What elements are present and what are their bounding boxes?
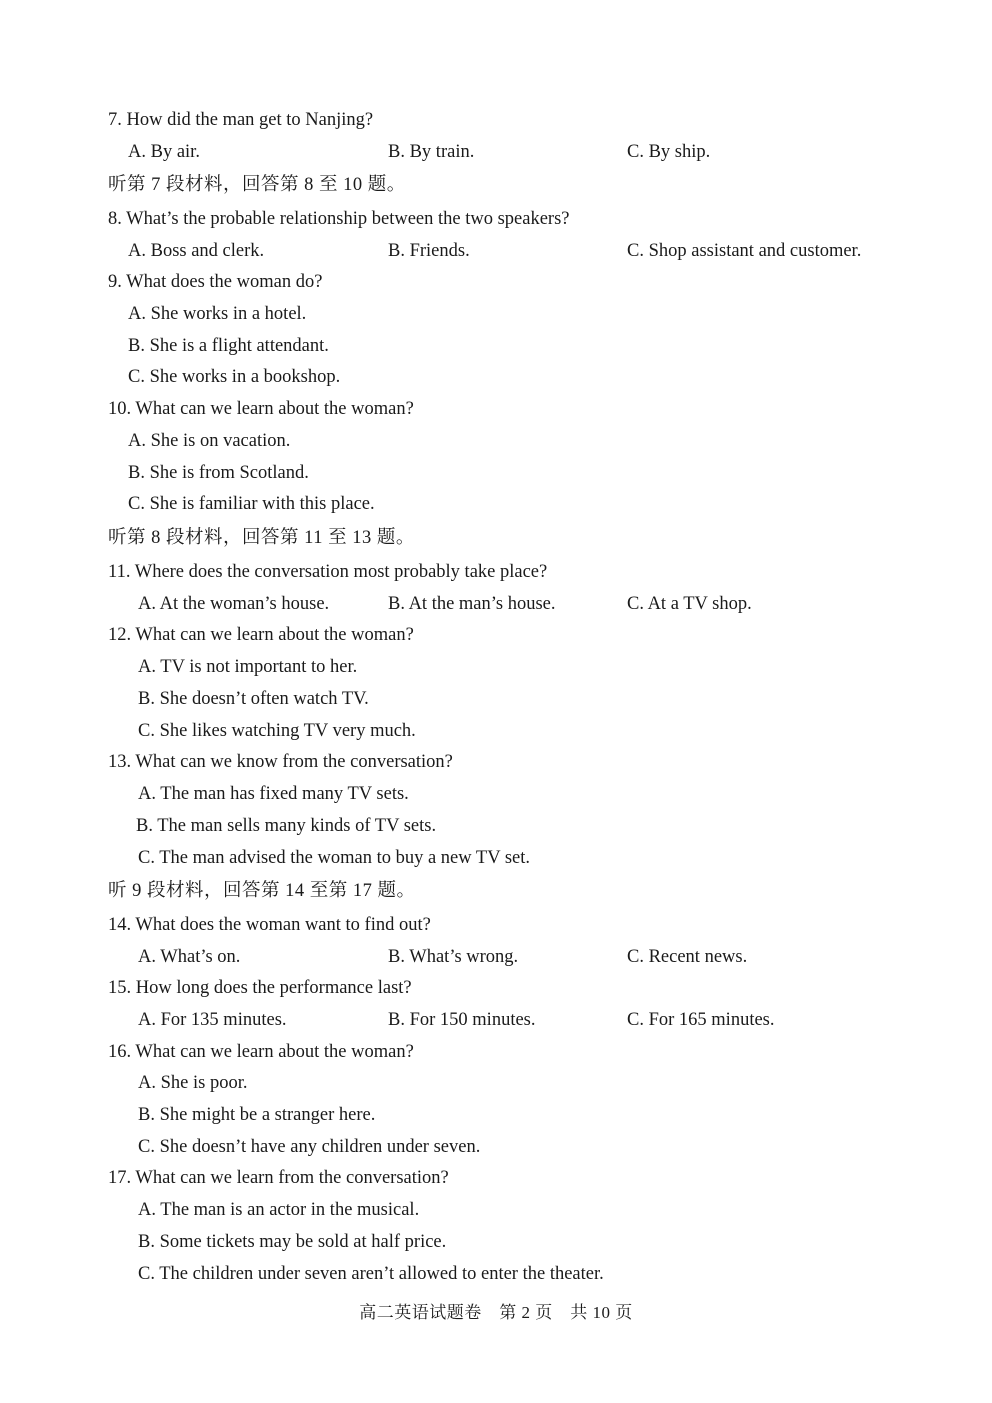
section-heading-9: 听 9 段材料，回答第 14 至第 17 题。	[108, 881, 416, 901]
q15-option-c: C. For 165 minutes.	[627, 1010, 775, 1030]
q7-option-c: C. By ship.	[627, 142, 711, 162]
q17-option-b: B. Some tickets may be sold at half price.	[138, 1232, 447, 1252]
q7-option-a: A. By air.	[128, 142, 200, 162]
question-7: 7. How did the man get to Nanjing?	[108, 110, 374, 130]
question-11: 11. Where does the conversation most probably take place?	[108, 562, 548, 582]
q10-option-c: C. She is familiar with this place.	[128, 494, 375, 514]
q8-option-c: C. Shop assistant and customer.	[627, 241, 862, 261]
q14-option-b: B. What’s wrong.	[388, 947, 519, 967]
q10-option-b: B. She is from Scotland.	[128, 463, 309, 483]
question-15: 15. How long does the performance last?	[108, 978, 412, 998]
question-10: 10. What can we learn about the woman?	[108, 399, 414, 419]
q12-option-a: A. TV is not important to her.	[138, 657, 358, 677]
q13-option-a: A. The man has fixed many TV sets.	[138, 784, 409, 804]
q7-option-b: B. By train.	[388, 142, 475, 162]
q14-option-a: A. What’s on.	[138, 947, 241, 967]
question-17: 17. What can we learn from the conversation?	[108, 1168, 449, 1188]
q9-option-a: A. She works in a hotel.	[128, 304, 307, 324]
q12-option-b: B. She doesn’t often watch TV.	[138, 689, 369, 709]
q12-option-c: C. She likes watching TV very much.	[138, 721, 416, 741]
question-12: 12. What can we learn about the woman?	[108, 625, 414, 645]
q13-option-c: C. The man advised the woman to buy a new TV set.	[138, 848, 531, 868]
question-13: 13. What can we know from the conversation?	[108, 752, 453, 772]
question-9: 9. What does the woman do?	[108, 272, 323, 292]
section-heading-7: 听第 7 段材料，回答第 8 至 10 题。	[108, 175, 406, 195]
section-heading-8: 听第 8 段材料，回答第 11 至 13 题。	[108, 528, 415, 548]
question-16: 16. What can we learn about the woman?	[108, 1042, 414, 1062]
q13-option-b: B. The man sells many kinds of TV sets.	[136, 816, 437, 836]
q16-option-c: C. She doesn’t have any children under seven.	[138, 1137, 481, 1157]
q11-option-b: B. At the man’s house.	[388, 594, 556, 614]
q17-option-a: A. The man is an actor in the musical.	[138, 1200, 420, 1220]
q9-option-c: C. She works in a bookshop.	[128, 367, 341, 387]
q15-option-b: B. For 150 minutes.	[388, 1010, 536, 1030]
question-8: 8. What’s the probable relationship between the two speakers?	[108, 209, 570, 229]
q14-option-c: C. Recent news.	[627, 947, 748, 967]
q16-option-b: B. She might be a stranger here.	[138, 1105, 376, 1125]
q10-option-a: A. She is on vacation.	[128, 431, 291, 451]
q17-option-c: C. The children under seven aren’t allowed to enter the theater.	[138, 1264, 604, 1284]
question-14: 14. What does the woman want to find out?	[108, 915, 431, 935]
q11-option-a: A. At the woman’s house.	[138, 594, 330, 614]
page-footer: 高二英语试题卷 第 2 页 共 10 页	[359, 1303, 633, 1322]
q8-option-a: A. Boss and clerk.	[128, 241, 265, 261]
q16-option-a: A. She is poor.	[138, 1073, 248, 1093]
q9-option-b: B. She is a flight attendant.	[128, 336, 329, 356]
q11-option-c: C. At a TV shop.	[627, 594, 752, 614]
q15-option-a: A. For 135 minutes.	[138, 1010, 287, 1030]
q8-option-b: B. Friends.	[388, 241, 470, 261]
